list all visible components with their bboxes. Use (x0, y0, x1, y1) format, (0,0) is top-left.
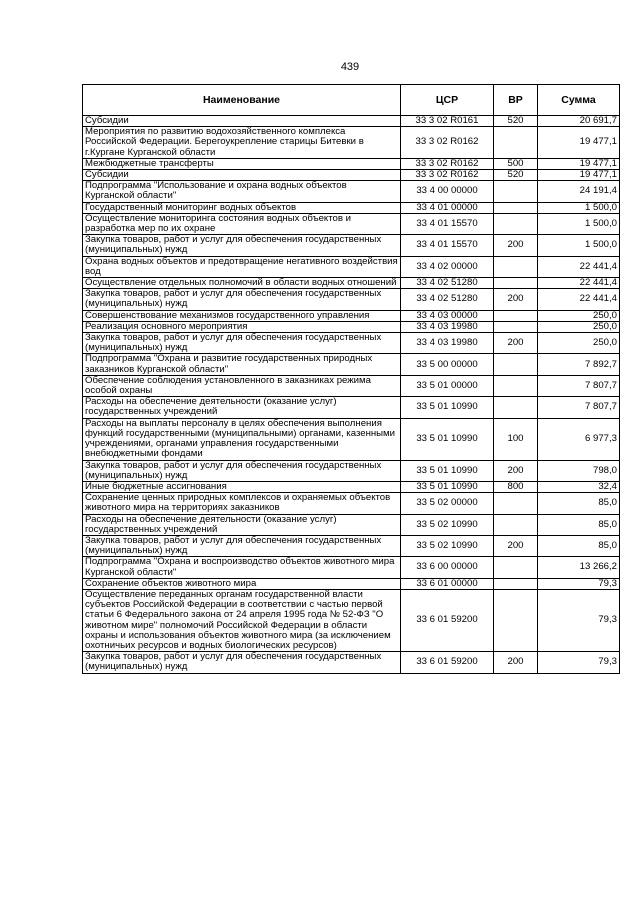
row-name: Расходы на выплаты персоналу в целях обеспечения выполнения функций государственными (муниципальными) органами, казенными учреждениями, органами управления государственными внебюджетными фондами (83, 418, 401, 460)
row-csr: 33 3 02 R0162 (401, 158, 494, 169)
row-csr: 33 4 03 00000 (401, 310, 494, 321)
row-sum: 85,0 (538, 514, 620, 535)
row-name: Расходы на обеспечение деятельности (оказание услуг) государственных учреждений (83, 514, 401, 535)
row-csr: 33 4 00 00000 (401, 181, 494, 202)
table-row (83, 158, 620, 169)
row-name: Сохранение объектов животного мира (83, 578, 401, 589)
header-vr: ВР (494, 85, 538, 116)
row-csr: 33 5 02 10990 (401, 514, 494, 535)
row-vr (494, 213, 538, 234)
page-number: 439 (340, 61, 360, 73)
table-row (83, 460, 620, 481)
row-csr: 33 5 01 10990 (401, 418, 494, 460)
row-sum: 22 441,4 (538, 256, 620, 277)
row-sum: 22 441,4 (538, 289, 620, 310)
table-row (83, 202, 620, 213)
table-row (83, 289, 620, 310)
row-vr (494, 181, 538, 202)
row-sum: 85,0 (538, 535, 620, 556)
table-row (83, 514, 620, 535)
row-name: Субсидии (83, 116, 401, 127)
row-vr (494, 354, 538, 375)
row-sum: 250,0 (538, 333, 620, 354)
row-sum: 7 807,7 (538, 397, 620, 418)
row-sum: 20 691,7 (538, 116, 620, 127)
row-csr: 33 5 01 10990 (401, 397, 494, 418)
row-csr: 33 4 03 19980 (401, 333, 494, 354)
row-vr (494, 397, 538, 418)
row-sum: 798,0 (538, 460, 620, 481)
table-row (83, 278, 620, 289)
row-csr: 33 3 02 R0161 (401, 116, 494, 127)
row-csr: 33 6 00 00000 (401, 557, 494, 578)
row-name: Мероприятия по развитию водохозяйственного комплекса Российской Федерации. Берегоукрепление старицы Битевки в г.Кургане Курганской области (83, 127, 401, 159)
row-csr: 33 4 01 15570 (401, 235, 494, 256)
row-sum: 13 266,2 (538, 557, 620, 578)
row-sum: 19 477,1 (538, 158, 620, 169)
table-row (83, 116, 620, 127)
row-name: Охрана водных объектов и предотвращение негативного воздействия вод (83, 256, 401, 277)
row-sum: 32,4 (538, 481, 620, 492)
row-vr: 100 (494, 418, 538, 460)
row-vr: 200 (494, 460, 538, 481)
table-row (83, 397, 620, 418)
row-vr: 200 (494, 289, 538, 310)
row-vr: 500 (494, 158, 538, 169)
table-row (83, 375, 620, 396)
row-name: Субсидии (83, 170, 401, 181)
row-csr: 33 4 02 51280 (401, 289, 494, 310)
table-row (83, 493, 620, 514)
row-csr: 33 5 02 10990 (401, 535, 494, 556)
row-name: Иные бюджетные ассигнования (83, 481, 401, 492)
row-vr: 200 (494, 535, 538, 556)
row-sum: 6 977,3 (538, 418, 620, 460)
row-name: Подпрограмма "Охрана и воспроизводство объектов животного мира Курганской области" (83, 557, 401, 578)
row-csr: 33 4 02 00000 (401, 256, 494, 277)
row-name: Подпрограмма "Использование и охрана водных объектов Курганской области" (83, 181, 401, 202)
row-sum: 7 807,7 (538, 375, 620, 396)
row-name: Обеспечение соблюдения установленного в заказниках режима особой охраны (83, 375, 401, 396)
table-row (83, 578, 620, 589)
table-row (83, 535, 620, 556)
table-row (83, 589, 620, 651)
table-row (83, 256, 620, 277)
row-name: Государственный мониторинг водных объектов (83, 202, 401, 213)
row-name: Закупка товаров, работ и услуг для обеспечения государственных (муниципальных) нужд (83, 535, 401, 556)
row-name: Подпрограмма "Охрана и развитие государственных природных заказников Курганской области" (83, 354, 401, 375)
row-vr (494, 375, 538, 396)
table-row (83, 170, 620, 181)
row-vr: 520 (494, 116, 538, 127)
row-vr: 800 (494, 481, 538, 492)
header-name: Наименование (83, 85, 401, 116)
table-header-row (83, 85, 620, 116)
row-vr (494, 578, 538, 589)
row-sum: 24 191,4 (538, 181, 620, 202)
table-row (83, 321, 620, 332)
row-name: Закупка товаров, работ и услуг для обеспечения государственных (муниципальных) нужд (83, 460, 401, 481)
row-name: Реализация основного мероприятия (83, 321, 401, 332)
row-name: Расходы на обеспечение деятельности (оказание услуг) государственных учреждений (83, 397, 401, 418)
row-name: Совершенствование механизмов государственного управления (83, 310, 401, 321)
budget-table (82, 84, 620, 674)
row-sum: 22 441,4 (538, 278, 620, 289)
row-name: Осуществление мониторинга состояния водных объектов и разработка мер по их охране (83, 213, 401, 234)
row-csr: 33 6 01 59200 (401, 589, 494, 651)
row-vr: 200 (494, 652, 538, 673)
row-csr: 33 5 01 10990 (401, 481, 494, 492)
row-sum: 7 892,7 (538, 354, 620, 375)
row-csr: 33 5 02 00000 (401, 493, 494, 514)
header-csr: ЦСР (401, 85, 494, 116)
table-row (83, 127, 620, 159)
row-name: Осуществление переданных органам государственной власти субъектов Российской Федерации в соответствии с частью первой статьи 6 Федерального закона от 24 апреля 1995 года № 52-ФЗ "О животном мире" полномочий Российской Федерации в области охраны и использования объектов животного мира (за исключением охотничьих ресурсов и водных биологических ресурсов) (83, 589, 401, 651)
table-row (83, 354, 620, 375)
row-csr: 33 6 01 59200 (401, 652, 494, 673)
table-row (83, 310, 620, 321)
row-name: Закупка товаров, работ и услуг для обеспечения государственных (муниципальных) нужд (83, 289, 401, 310)
row-name: Сохранение ценных природных комплексов и охраняемых объектов животного мира на территориях заказников (83, 493, 401, 514)
row-csr: 33 3 02 R0162 (401, 127, 494, 159)
row-csr: 33 4 03 19980 (401, 321, 494, 332)
table-row (83, 181, 620, 202)
row-sum: 1 500,0 (538, 213, 620, 234)
row-csr: 33 4 01 00000 (401, 202, 494, 213)
table-row (83, 481, 620, 492)
row-csr: 33 3 02 R0162 (401, 170, 494, 181)
row-vr (494, 278, 538, 289)
row-vr (494, 493, 538, 514)
row-name: Межбюджетные трансферты (83, 158, 401, 169)
row-sum: 79,3 (538, 578, 620, 589)
row-vr (494, 589, 538, 651)
row-vr: 200 (494, 235, 538, 256)
row-csr: 33 5 00 00000 (401, 354, 494, 375)
header-sum: Сумма (538, 85, 620, 116)
row-sum: 250,0 (538, 310, 620, 321)
row-sum: 250,0 (538, 321, 620, 332)
row-vr (494, 202, 538, 213)
table-row (83, 652, 620, 673)
row-vr (494, 321, 538, 332)
row-vr (494, 127, 538, 159)
row-sum: 1 500,0 (538, 202, 620, 213)
table-row (83, 235, 620, 256)
row-sum: 79,3 (538, 589, 620, 651)
row-vr (494, 514, 538, 535)
table-row (83, 213, 620, 234)
row-vr (494, 557, 538, 578)
row-sum: 19 477,1 (538, 170, 620, 181)
table-row (83, 333, 620, 354)
table-row (83, 418, 620, 460)
row-sum: 85,0 (538, 493, 620, 514)
row-name: Закупка товаров, работ и услуг для обеспечения государственных (муниципальных) нужд (83, 235, 401, 256)
row-csr: 33 5 01 10990 (401, 460, 494, 481)
row-csr: 33 6 01 00000 (401, 578, 494, 589)
row-csr: 33 5 01 00000 (401, 375, 494, 396)
row-csr: 33 4 02 51280 (401, 278, 494, 289)
row-name: Закупка товаров, работ и услуг для обеспечения государственных (муниципальных) нужд (83, 652, 401, 673)
table-row (83, 557, 620, 578)
row-vr (494, 310, 538, 321)
row-csr: 33 4 01 15570 (401, 213, 494, 234)
row-sum: 79,3 (538, 652, 620, 673)
row-vr: 200 (494, 333, 538, 354)
row-sum: 19 477,1 (538, 127, 620, 159)
row-sum: 1 500,0 (538, 235, 620, 256)
row-name: Закупка товаров, работ и услуг для обеспечения государственных (муниципальных) нужд (83, 333, 401, 354)
row-name: Осуществление отдельных полномочий в области водных отношений (83, 278, 401, 289)
row-vr: 520 (494, 170, 538, 181)
row-vr (494, 256, 538, 277)
